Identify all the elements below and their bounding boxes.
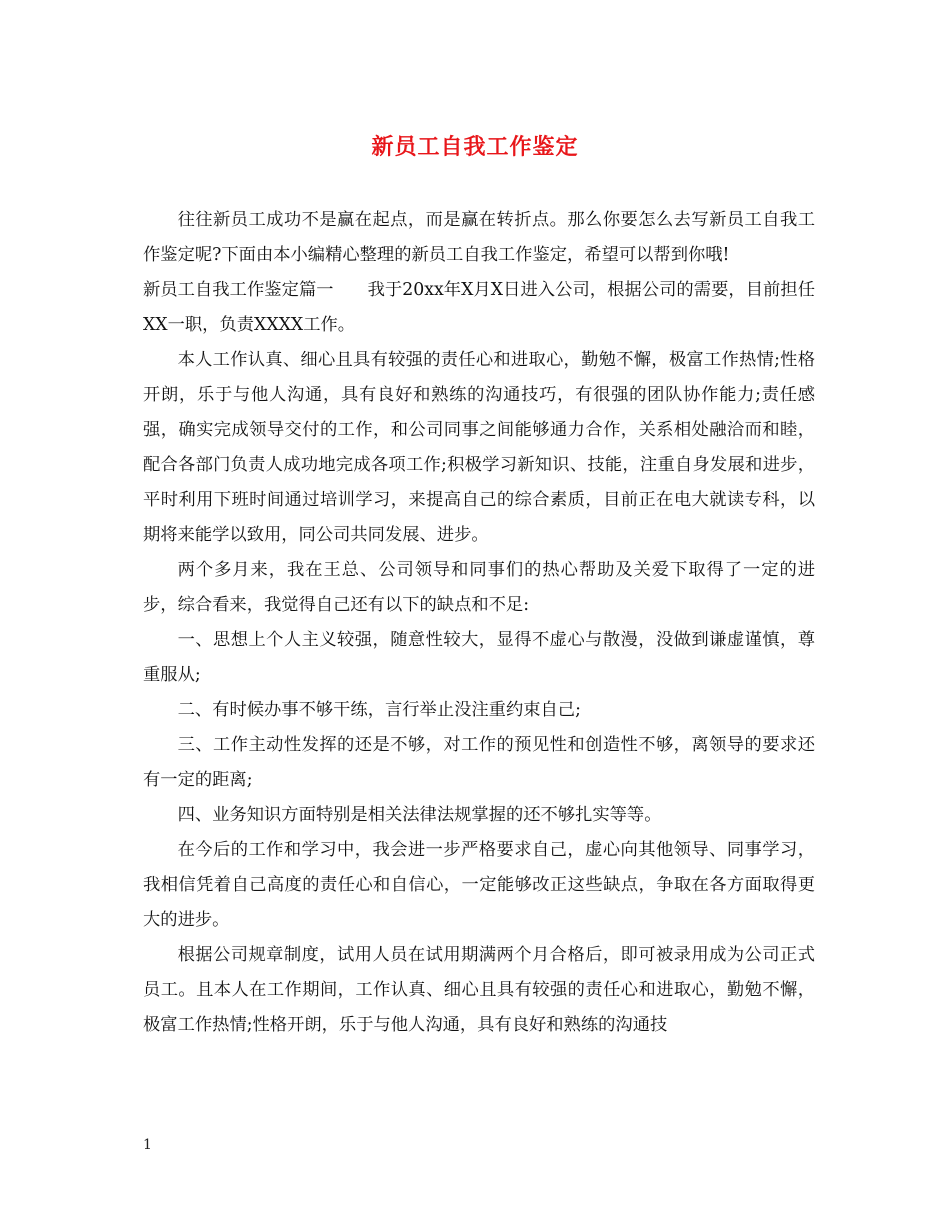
- page-number: 1: [143, 1137, 152, 1153]
- shortcoming-item: 二、有时候办事不够干练，言行举止没注重约束自己;: [177, 700, 581, 720]
- body-paragraph: 在今后的工作和学习中，我会进一步严格要求自己，虚心向其他领导、同事学习，我相信凭着自己高度的责任心和自信心，一定能够改正这些缺点，争取在各方面取得更大的进步。: [143, 840, 815, 930]
- shortcoming-item: 四、业务知识方面特别是相关法律法规掌握的还不够扎实等等。: [177, 805, 662, 825]
- intro-paragraph: 往往新员工成功不是赢在起点，而是赢在转折点。那么你要怎么去写新员工自我工作鉴定呢?下面由本小编精心整理的新员工自我工作鉴定，希望可以帮到你哦!: [143, 210, 815, 265]
- shortcoming-item: 三、工作主动性发挥的还是不够，对工作的预见性和创造性不够，离领导的要求还有一定的距离;: [143, 735, 815, 790]
- body-paragraph: 两个多月来，我在王总、公司领导和同事们的热心帮助及关爱下取得了一定的进步，综合看来，我觉得自己还有以下的缺点和不足:: [143, 560, 815, 615]
- section-first-text: 我于20xx年X月X日进入公司，根据公司的需要，目前担任XX一职，负责XXXX工作。: [143, 280, 815, 335]
- body-paragraph: 本人工作认真、细心且具有较强的责任心和进取心，勤勉不懈，极富工作热情;性格开朗，乐于与他人沟通，具有良好和熟练的沟通技巧，有很强的团队协作能力;责任感强，确实完成领导交付的工作，和公司同事之间能够通力合作，关系相处融洽而和睦，配合各部门负责人成功地完成各项工作;积极学习新知识、技能，注重自身发展和进步，平时利用下班时间通过培训学习，来提高自己的综合素质，目前正在电大就读专科，以期将来能学以致用，同公司共同发展、进步。: [143, 350, 815, 545]
- shortcoming-item: 一、思想上个人主义较强，随意性较大，显得不虚心与散漫，没做到谦虚谨慎，尊重服从;: [143, 630, 815, 685]
- document-body: [143, 203, 815, 1043]
- document-title: 新员工自我工作鉴定: [371, 134, 579, 160]
- section-heading: 新员工自我工作鉴定篇一: [143, 280, 334, 300]
- section-first-paragraph: [143, 273, 815, 343]
- body-paragraph: 根据公司规章制度，试用人员在试用期满两个月合格后，即可被录用成为公司正式员工。且本人在工作期间，工作认真、细心且具有较强的责任心和进取心，勤勉不懈，极富工作热情;性格开朗，乐于与他人沟通，具有良好和熟练的沟通技: [143, 945, 815, 1035]
